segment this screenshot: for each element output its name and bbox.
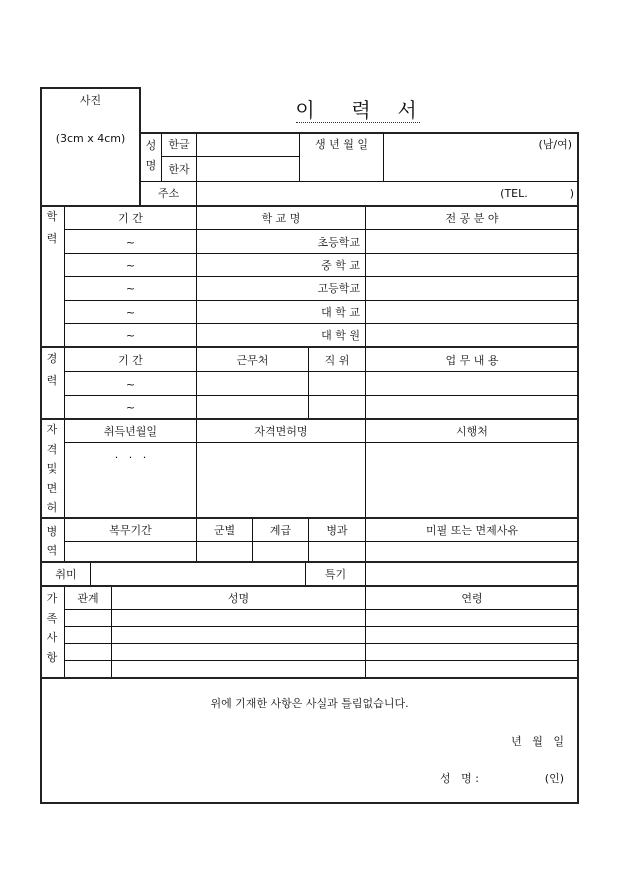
gender-label: (남/여): [538, 137, 572, 151]
hobby-field[interactable]: [91, 563, 304, 585]
education-period-header: 기 간: [118, 211, 143, 225]
license-name-header: 자격면허명: [254, 424, 308, 438]
hanja-label: 한자: [168, 162, 190, 176]
title-char: 력: [351, 98, 371, 122]
photo-label: 사진: [79, 93, 102, 107]
military-spec-header: 병과: [326, 523, 348, 537]
hangul-label: 한글: [168, 137, 190, 151]
skill-field[interactable]: [366, 563, 577, 585]
military-section-label: 병 역: [46, 525, 58, 557]
education-period-tilde: ~: [125, 328, 136, 342]
hanja-name-field[interactable]: [197, 157, 298, 180]
education-section-label: 학 력: [46, 210, 58, 245]
address-label: 주소: [157, 186, 180, 200]
family-name-header: 성명: [227, 591, 250, 605]
school-type: 대 학 교: [321, 305, 360, 319]
military-rank-header: 계급: [269, 523, 292, 537]
military-period-header: 복무기간: [109, 523, 152, 537]
date-line: 년 월 일: [511, 734, 564, 748]
license-section-label: 자 격 및 면 허: [46, 423, 58, 514]
title-underline: [296, 122, 420, 123]
career-company-header: 근무처: [236, 353, 269, 367]
military-branch-header: 군별: [213, 523, 236, 537]
career-period-tilde: ~: [125, 377, 136, 391]
photo-size: (3cm x 4cm): [55, 131, 126, 145]
birth-label: 생 년 월 일: [315, 137, 368, 151]
military-reason-header: 미필 또는 면제사유: [425, 523, 518, 537]
signature-field[interactable]: [492, 768, 540, 788]
family-section-label: 가 족 사 항: [46, 592, 58, 664]
title-char: 서: [397, 98, 417, 122]
family-age-header: 연령: [461, 591, 483, 605]
career-position-header: 직 위: [324, 353, 350, 367]
license-date-marks: · · ·: [114, 450, 147, 464]
education-period-tilde: ~: [125, 305, 136, 319]
license-date-header: 취득년월일: [103, 424, 158, 438]
school-type: 고등학교: [317, 281, 360, 295]
hobby-label: 취미: [55, 567, 77, 581]
education-period-tilde: ~: [125, 281, 136, 295]
hangul-name-field[interactable]: [197, 134, 298, 155]
family-relation-header: 관계: [77, 591, 99, 605]
school-type: 대 학 원: [321, 328, 360, 342]
career-period-header: 기 간: [118, 353, 143, 367]
seal-mark: (인): [544, 771, 564, 785]
signature-label: 성 명 :: [440, 771, 479, 785]
education-major-header: 전 공 분 야: [445, 211, 499, 225]
tel-label: (TEL. ): [500, 186, 574, 200]
title-char: 이: [295, 98, 315, 122]
license-issuer-header: 시행처: [456, 424, 488, 438]
career-period-tilde: ~: [125, 400, 136, 414]
skill-label: 특기: [324, 567, 347, 581]
education-school-header: 학 교 명: [261, 211, 301, 225]
statement-text: 위에 기재한 사항은 사실과 틀림없습니다.: [210, 696, 409, 710]
education-period-tilde: ~: [125, 235, 136, 249]
education-period-tilde: ~: [125, 258, 136, 272]
career-duty-header: 업 무 내 용: [445, 353, 499, 367]
school-type: 초등학교: [317, 235, 360, 249]
name-label: 성 명: [145, 139, 157, 172]
school-type: 중 학 교: [321, 258, 360, 272]
career-section-label: 경 력: [46, 352, 58, 387]
